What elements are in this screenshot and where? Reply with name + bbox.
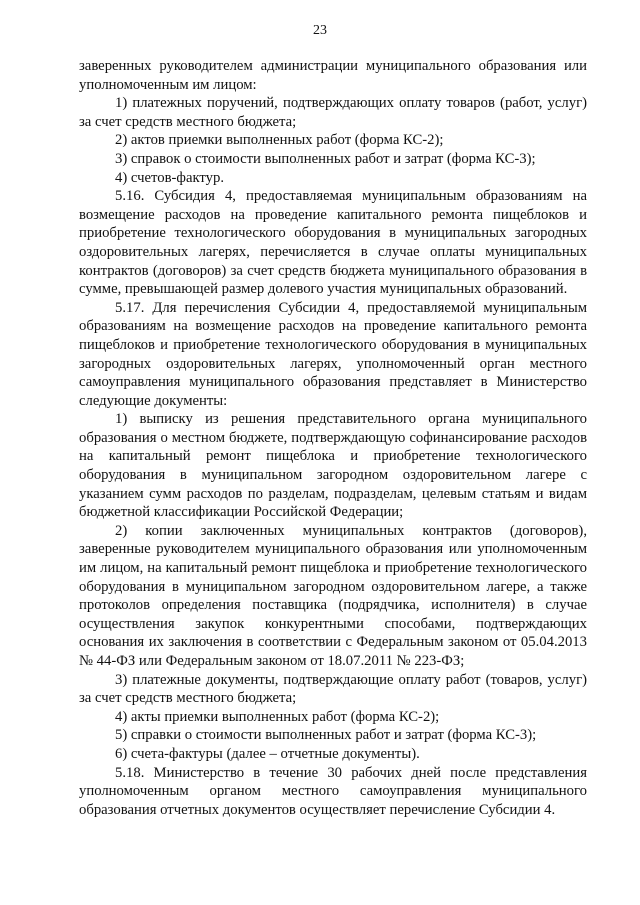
list-item-acceptance-acts-2: 4) акты приемки выполненных работ (форма КС-2); [115, 708, 440, 725]
clause-5-17: 5.17. Для перечисления Субсидии 4, предоставляемой муниципальным образованиям на возмещение расходов на проведение капитального ремонта пищеблоков и приобретение технологического оборудования в муниципальных загородных оздоровительных лагерях, уполномоченный орган местного самоуправления муниципального образования представляет в Министерство следующие документы: [79, 299, 587, 409]
paragraph-continuation: заверенных руководителем администрации муниципального образования или уполномоченным им лицом: [79, 58, 587, 93]
body-text [79, 57, 587, 819]
list-item-budget-extract: 1) выписку из решения представительного органа муниципального образования о местном бюджете, подтверждающую софинансирование расходов на капитальный ремонт пищеблока и приобретение технологического оборудования в муниципальном загородном оздоровительном лагере с указанием сумм расходов по разделам, подразделам, целевым статьям и видам бюджетной классификации Российской Федерации; [79, 411, 587, 521]
list-item-invoices: 4) счетов-фактур. [115, 169, 224, 186]
list-item-payment-orders: 1) платежных поручений, подтверждающих оплату товаров (работ, услуг) за счет средств местного бюджета; [79, 95, 587, 130]
clause-5-16: 5.16. Субсидия 4, предоставляемая муниципальным образованиям на возмещение расходов на проведение капитального ремонта пищеблоков и приобретение технологического оборудования в муниципальных загородных оздоровительных лагерях, перечисляется в случае оплаты муниципальных контрактов (договоров) за счет средств бюджета муниципального образования в сумме, превышающей размер долевого участия муниципальных образований. [79, 188, 587, 298]
list-item-payment-documents: 3) платежные документы, подтверждающие оплату работ (товаров, услуг) за счет средств местного бюджета; [79, 671, 587, 707]
page-number: 23 [313, 23, 327, 38]
list-item-cost-certificates-2: 5) справки о стоимости выполненных работ и затрат (форма КС-3); [115, 727, 537, 744]
clause-5-18: 5.18. Министерство в течение 30 рабочих дней после представления уполномоченным органом местного самоуправления муниципального образования отчетных документов осуществляет перечисление Субсидии 4. [79, 764, 587, 818]
list-item-invoices-2: 6) счета-фактуры (далее – отчетные документы). [115, 745, 420, 762]
list-item-contract-copies: 2) копии заключенных муниципальных контрактов (договоров), заверенные руководителем муниципального образования или уполномоченным им лицом, на капитальный ремонт пищеблока и приобретение технологического оборудования в муниципальном загородном оздоровительном лагере, а также протоколов определения поставщика (подрядчика, исполнителя) в случае осуществления закупок конкурентными способами, подтверждающих основания их заключения в соответствии с Федеральным законом от 05.04.2013 № 44-ФЗ или Федеральным законом от 18.07.2011 № 223-ФЗ; [79, 522, 587, 669]
list-item-cost-certificates: 3) справок о стоимости выполненных работ и затрат (форма КС-3); [115, 150, 536, 167]
list-item-acceptance-acts: 2) актов приемки выполненных работ (форма КС-2); [115, 132, 444, 149]
